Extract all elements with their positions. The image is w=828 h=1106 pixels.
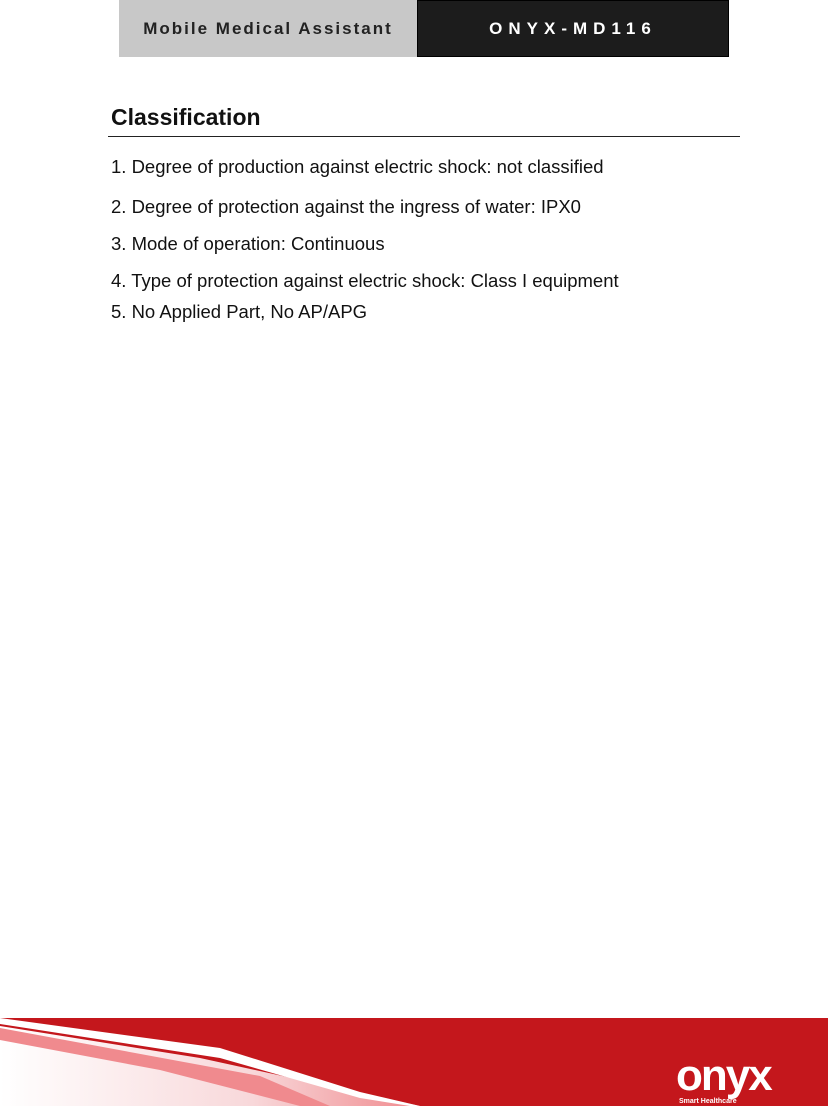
footer-graphic [0,1018,828,1106]
classification-item-4: 4. Type of protection against electric shock: Class I equipment [111,270,619,291]
classification-item-2: 2. Degree of protection against the ingress of water: IPX0 [111,196,581,217]
classification-item-1: 1. Degree of production against electric shock: not classified [111,156,604,177]
section-divider [108,136,740,137]
logo-tagline: Smart Healthcare [679,1098,737,1105]
classification-item-3: 3. Mode of operation: Continuous [111,233,385,254]
footer-banner [0,1018,828,1106]
onyx-logo: onyx [676,1051,771,1100]
page-header [119,0,729,57]
product-line-label: Mobile Medical Assistant [119,0,417,57]
model-label: ONYX-MD116 [417,0,729,57]
classification-item-5: 5. No Applied Part, No AP/APG [111,301,368,322]
section-title: Classification [111,104,261,130]
